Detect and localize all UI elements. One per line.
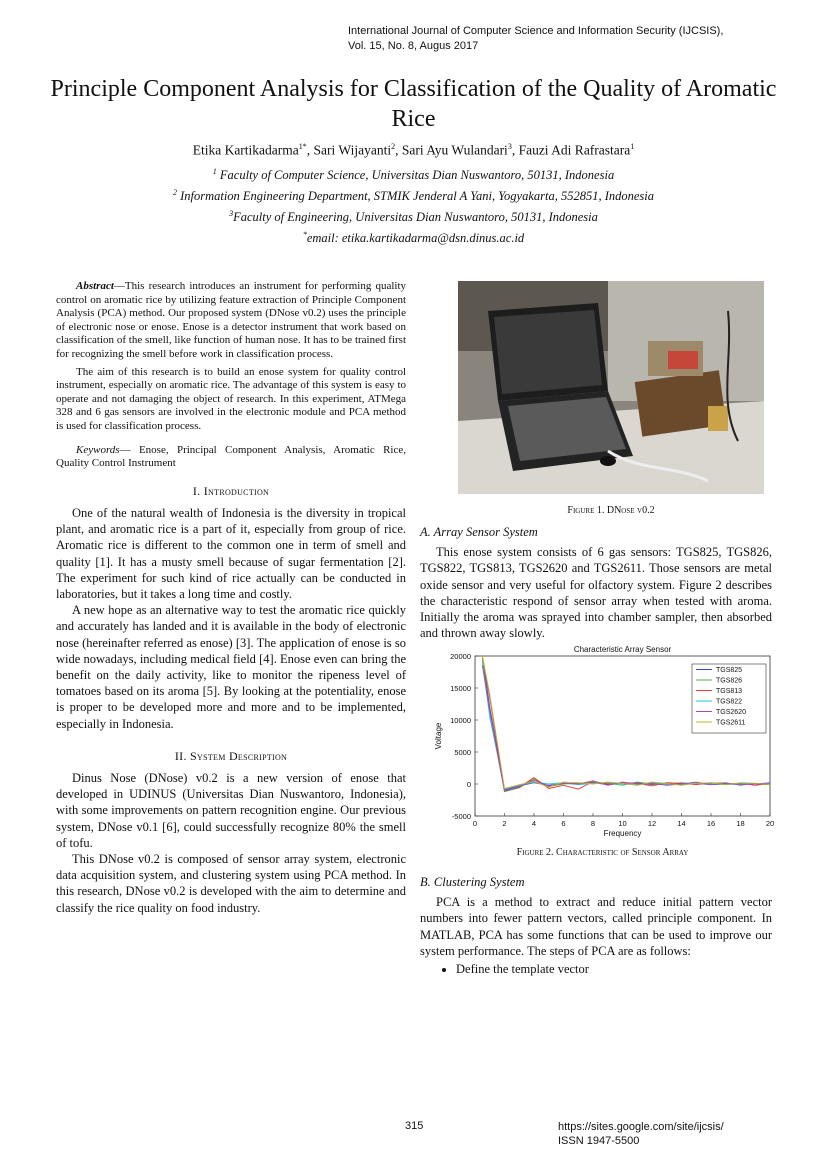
subsection-heading-clustering: B. Clustering System — [420, 875, 525, 889]
author-2-sup: 2 — [391, 142, 396, 151]
subsection-heading-array: A. Array Sensor System — [420, 525, 538, 539]
x-tick-label: 0 — [472, 819, 478, 828]
x-tick-label: 2 — [502, 819, 507, 828]
y-axis-label: Voltage — [434, 722, 443, 750]
affiliation-1 — [40, 167, 787, 183]
author-3: , Sari Ayu Wulandari — [395, 142, 508, 158]
x-tick-label: 20 — [765, 819, 775, 828]
footer-issn: ISSN 1947-5500 — [558, 1135, 640, 1147]
author-2: , Sari Wijayanti — [306, 142, 392, 158]
legend-label: TGS825 — [716, 667, 743, 674]
paper-title: Principle Component Analysis for Classification of the Quality of Aromatic Rice — [50, 76, 777, 132]
right-column-bottom — [420, 870, 772, 977]
x-tick-label: 10 — [618, 819, 627, 828]
legend-label: TGS826 — [716, 677, 743, 685]
right-column-top — [420, 524, 772, 641]
dnose-photo-illustration — [458, 281, 764, 494]
affiliation-3-sup: 3 — [229, 209, 234, 218]
affiliation-3-text: Faculty of Engineering, Universitas Dian Nuswantoro, 50131, Indonesia — [233, 210, 598, 225]
legend-label: TGS2611 — [716, 719, 746, 727]
affiliation-2 — [40, 188, 787, 204]
y-tick-label: 0 — [466, 780, 471, 789]
section-heading-system: II. System Description — [174, 748, 288, 763]
legend-label: TGS2620 — [716, 709, 746, 716]
y-tick-label: 20000 — [450, 652, 471, 661]
x-tick-label: 12 — [647, 819, 657, 828]
keywords — [56, 444, 406, 471]
affiliation-2-sup: 2 — [172, 188, 177, 197]
pca-step-1: • Define the template vector — [456, 961, 772, 977]
x-tick-label: 8 — [590, 819, 596, 828]
abstract-label: Abstract — [76, 280, 114, 292]
x-axis-label: Frequency — [603, 829, 642, 838]
figure-1-photo — [458, 281, 764, 494]
affiliation-1-text: Faculty of Computer Science, Universitas Dian Nuswantoro, 50131, Indonesia — [216, 168, 615, 183]
affiliation-2-text: Information Engineering Department, STMIK Jenderal A Yani, Yogyakarta, 552851, Indonesia — [176, 189, 655, 204]
x-tick-label: 14 — [677, 819, 686, 828]
clustering-paragraph-1: PCA is a method to extract and reduce initial pattern vector numbers into fewer pattern vectors, called principle component. In MATLAB, PCA has some functions that can be used to improve our system performance. The steps of PCA are as follows: — [420, 895, 772, 958]
journal-header — [348, 24, 768, 54]
author-1-sup: 1* — [298, 142, 307, 151]
array-paragraph-1: This enose system consists of 6 gas sensors: TGS825, TGS826, TGS822, TGS813, TGS2620 and TGS2611. Those sensors are metal oxide sensor and very useful for olfactory system. Figure 2 describes the characteristic respond of sensor array when tested with aroma. Initially the aroma was sprayed into chamber sampler, then absorbed and thrown away slowly. — [420, 545, 772, 641]
x-tick-label: 16 — [706, 819, 716, 828]
figure-2-caption: Figure 2. Characteristic of Sensor Array — [516, 847, 689, 858]
left-column — [56, 280, 406, 916]
email-line — [40, 230, 787, 246]
figure-1-caption: Figure 1. DNose v0.2 — [567, 505, 655, 516]
author-list — [40, 142, 787, 159]
page-number: 315 — [405, 1120, 424, 1132]
affiliation-3 — [40, 209, 787, 225]
legend-label: TGS813 — [716, 688, 743, 695]
y-tick-label: 15000 — [450, 684, 471, 693]
email-sup: * — [302, 230, 307, 239]
chart-title: Characteristic Array Sensor — [573, 645, 672, 654]
abstract-paragraph-1 — [56, 280, 406, 362]
section-heading-introduction: I. Introduction — [192, 483, 270, 498]
legend-label: TGS822 — [716, 698, 743, 706]
intro-paragraph-2: A new hope as an alternative way to test the aromatic rice quickly and accurately has landed and it is available in the body of electronic nose (hereinafter referred as enose) [3]. The application of enose is so wide nowadays, including medical field [4]. Enose even can bring the benefit on the daily activity, like to monitor the ripeness level of tomatoes based on its aroma [5]. By looking at the potentiality, enose is proper to be developed more and more and to be implemented, especially in Indonesia. — [56, 603, 406, 731]
y-tick-label: 5000 — [454, 748, 471, 757]
journal-line-2: Vol. 15, No. 8, Augus 2017 — [348, 40, 479, 52]
x-tick-label: 6 — [561, 819, 566, 828]
intro-paragraph-1: One of the natural wealth of Indonesia is the diversity in tropical plant, and aromatic rice is a part of it, especially from group of rice. Aromatic rice is different to the common one in term of smell and quality [1]. It has a musty smell because of sugar fermentation [2]. The experiment for such kind of rice actually can be conducted in laboratories, but it takes a long time and costly. — [56, 505, 406, 601]
system-paragraph-2: This DNose v0.2 is composed of sensor array system, electronic data acquisition system, and clustering system using PCA method. In this research, DNose v0.2 is developed with the aim to determine and classify the rice quality on food industry. — [56, 851, 406, 915]
x-tick-label: 4 — [531, 819, 537, 828]
system-paragraph-1: Dinus Nose (DNose) v0.2 is a new version of enose that developed in UDINUS (Universitas Dian Nuswantoro, Indonesia), with some improvements on pattern recognition engine. Our previous system, DNose v0.1 [6], could successfully recognize 80% the smell of tofu. — [56, 770, 406, 850]
author-4: , Fauzi Adi Rafrastara — [511, 142, 631, 158]
x-tick-label: 18 — [736, 819, 745, 828]
y-tick-label: 10000 — [450, 716, 471, 725]
abstract-paragraph-2: The aim of this research is to build an enose system for quality control instrument, especially on aromatic rice. The advantage of this system is easy to operate and not damaging the object of research. In this experiment, ATMega 328 and 6 gas sensors are involved in the electronic module and PCA method is used for classification process. — [56, 365, 406, 432]
figure-2-chart — [430, 642, 775, 840]
keywords-text: — Enose, Principal Component Analysis, Aromatic Rice, Quality Control Instrument — [56, 443, 406, 470]
chart-svg — [430, 642, 775, 840]
author-4-sup: 1 — [630, 142, 635, 151]
author-1: Etika Kartikadarma — [192, 142, 299, 158]
y-tick-label: -5000 — [451, 812, 471, 821]
footer-url: https://sites.google.com/site/ijcsis/ — [558, 1121, 724, 1133]
email-text: email: etika.kartikadarma@dsn.dinus.ac.id — [306, 231, 525, 246]
journal-line-1: International Journal of Computer Science and Information Security (IJCSIS), — [348, 25, 724, 37]
affiliation-1-sup: 1 — [212, 167, 217, 176]
footer — [558, 1120, 724, 1148]
keywords-label: Keywords — [76, 443, 120, 456]
abstract-text-1: —This research introduces an instrument for performing quality control on aromatic rice by utilizing feature extraction of Principle Component Analysis (PCA) method. Our proposed system (DNose v0.2) uses the principle of electronic nose or enose. Enose is a detector instrument that work based on classification of the smell, like function of human nose. It has to be trained first for recognizing the smell before work in classification process. — [56, 280, 406, 360]
author-3-sup: 3 — [507, 142, 512, 151]
pca-steps-list — [420, 961, 772, 977]
